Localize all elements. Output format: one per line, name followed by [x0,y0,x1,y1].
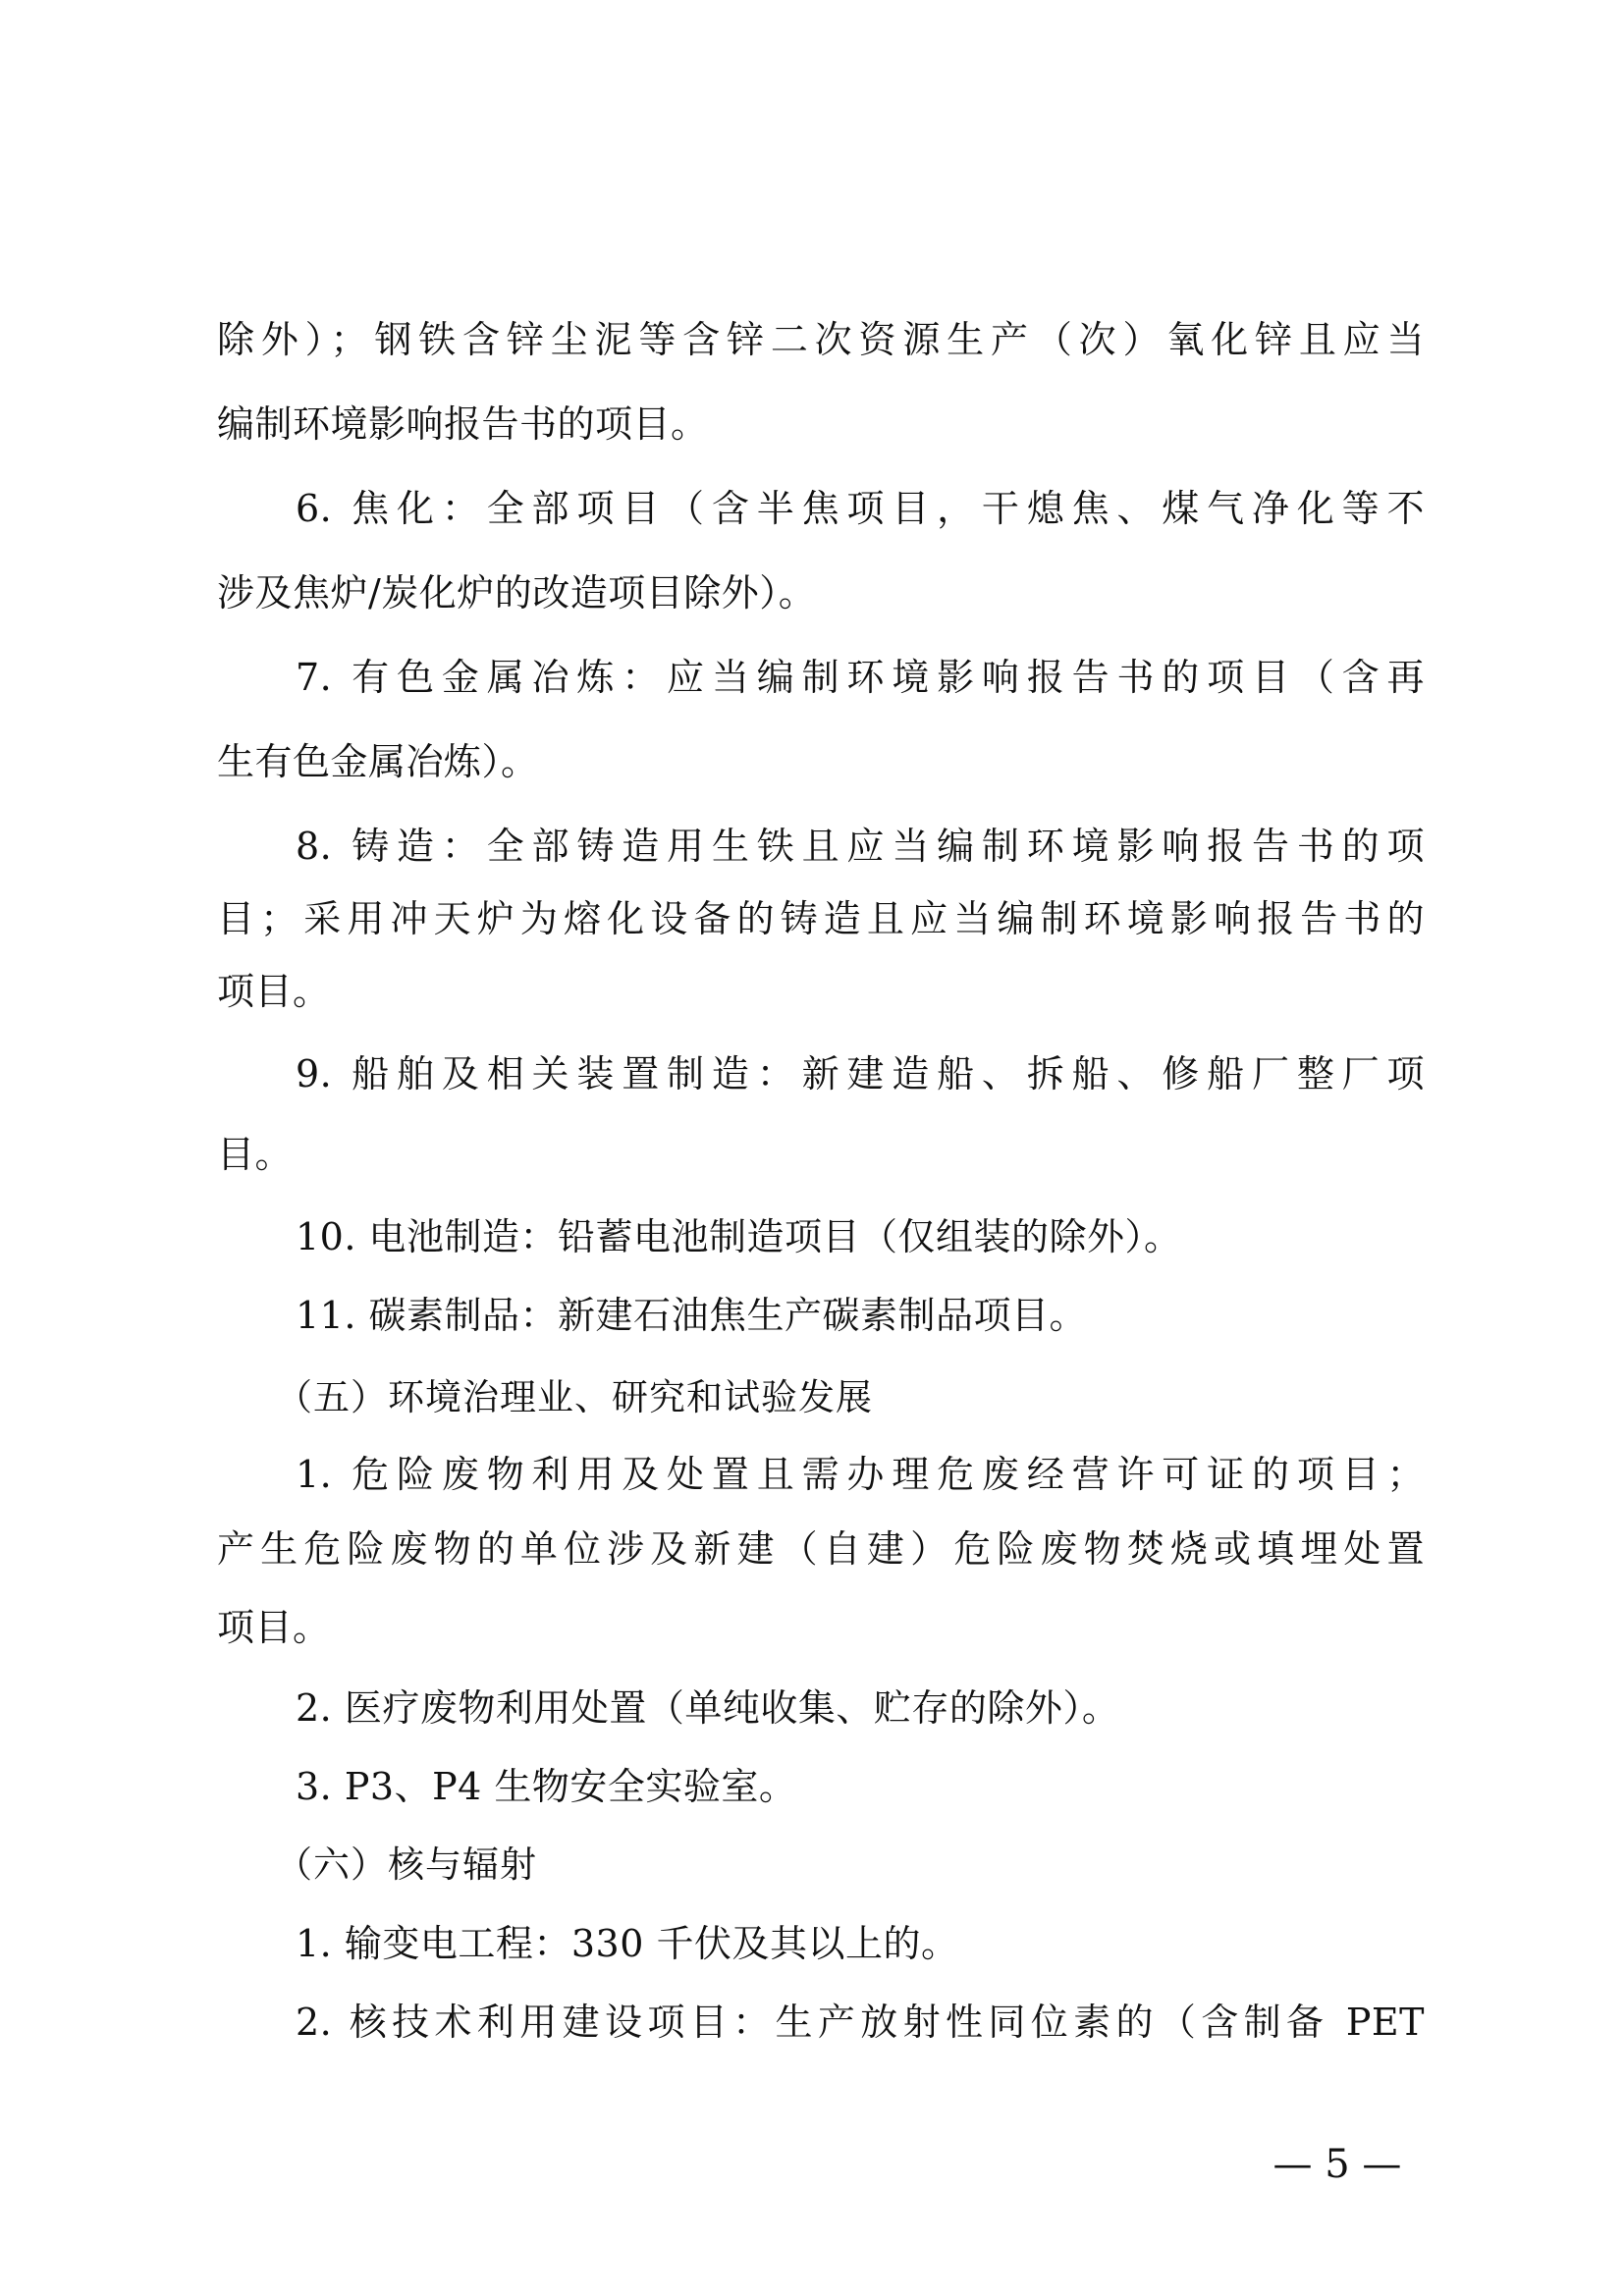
page-number: — 5 — [1272,2142,1402,2187]
section-five-item-3-line: 3. P3、P4 生物安全实验室。 [296,1765,797,1808]
item-8-line-3: 项目。 [217,970,331,1013]
item-8-line-2: 目；采用冲天炉为熔化设备的铸造且应当编制环境影响报告书的 [217,897,1425,940]
section-five-heading: （五）环境治理业、研究和试验发展 [276,1376,873,1418]
item-10-line: 10. 电池制造：铅蓄电池制造项目（仅组装的除外）。 [296,1215,1182,1258]
item-11-line: 11. 碳素制品：新建石油焦生产碳素制品项目。 [296,1294,1088,1337]
section-five-item-1-line-2: 产生危险废物的单位涉及新建（自建）危险废物焚烧或填埋处置 [217,1527,1425,1571]
section-five-item-2-line: 2. 医疗废物利用处置（单纯收集、贮存的除外）。 [296,1686,1120,1730]
item-6-line-1: 6. 焦化：全部项目（含半焦项目，干熄焦、煤气净化等不 [296,487,1425,530]
section-five-item-1-line-1: 1. 危险废物利用及处置且需办理危废经营许可证的项目； [296,1453,1425,1496]
item-7-line-2: 生有色金属冶炼）。 [217,740,539,783]
item-9-line-1: 9. 船舶及相关装置制造：新建造船、拆船、修船厂整厂项 [296,1052,1425,1095]
text-line-1: 除外）；钢铁含锌尘泥等含锌二次资源生产（次）氧化锌且应当 [217,318,1425,361]
text-line-2: 编制环境影响报告书的项目。 [217,402,709,446]
item-9-line-2: 目。 [217,1133,294,1176]
section-five-item-1-line-3: 项目。 [217,1606,331,1649]
item-8-line-1: 8. 铸造：全部铸造用生铁且应当编制环境影响报告书的项 [296,825,1425,868]
section-six-item-1-line: 1. 输变电工程：330 千伏及其以上的。 [296,1922,959,1965]
section-six-heading: （六）核与辐射 [276,1843,537,1886]
item-7-line-1: 7. 有色金属冶炼：应当编制环境影响报告书的项目（含再 [296,656,1425,699]
section-six-item-2-line: 2. 核技术利用建设项目：生产放射性同位素的（含制备 PET [296,2001,1425,2044]
item-6-line-2: 涉及焦炉/炭化炉的改造项目除外）。 [217,571,817,614]
